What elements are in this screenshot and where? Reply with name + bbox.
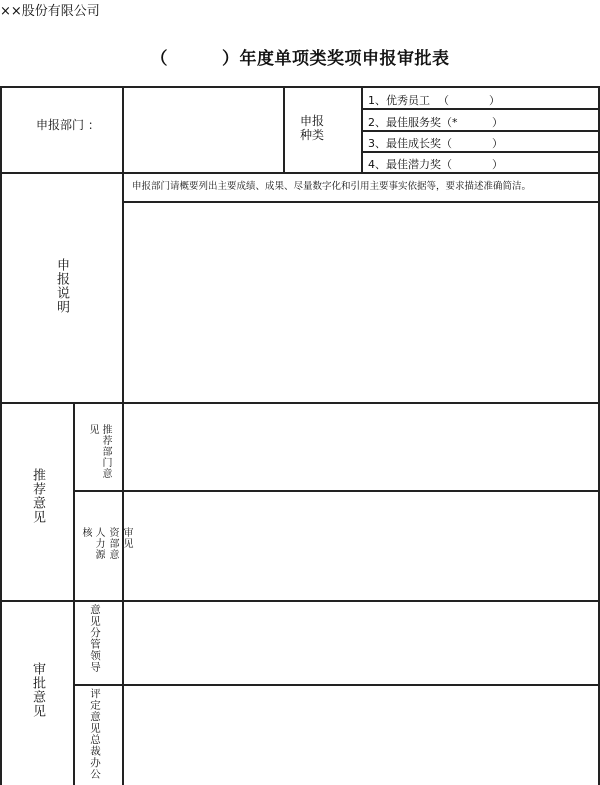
award-option-1[interactable] [368, 92, 500, 108]
option-name: 优秀员工 [386, 94, 430, 107]
award-type-label [300, 114, 324, 142]
dept-label: 申报部门 ： [36, 118, 100, 132]
rec-dept-input[interactable] [124, 404, 598, 489]
option-open-paren: （ [441, 158, 452, 171]
title-open-paren: （ [150, 49, 168, 69]
option-line-3 [361, 151, 600, 153]
option-name: 最佳服务奖 [386, 116, 441, 129]
rec-hr-col-2: 资部意 [107, 527, 118, 560]
option-close-paren: ） [489, 94, 500, 107]
award-option-2[interactable] [368, 114, 503, 130]
option-mark: * [452, 116, 458, 129]
approval-mgr-label: 意见分管领导 [89, 604, 101, 673]
award-type-label-line-2: 种类 [300, 128, 325, 142]
rec-label: 推荐意见 [30, 468, 45, 524]
option-close-paren: ） [492, 116, 503, 129]
award-type-label-line-1: 申报 [300, 114, 325, 128]
title-text: ）年度单项类奖项申报审批表 [222, 49, 450, 69]
option-number: 3、 [368, 137, 386, 150]
col-line-left [0, 86, 2, 785]
option-open-paren: （ [441, 116, 452, 129]
award-option-3[interactable] [368, 135, 503, 151]
option-line-1 [361, 108, 600, 110]
rec-dept-label: 推荐部门意见 [87, 424, 111, 479]
option-open-paren: （ [441, 137, 452, 150]
desc-label: 申报说明 [54, 258, 69, 314]
approval-mgr-input[interactable] [124, 602, 598, 683]
approval-ceo-label: 评定意见总裁办公 [89, 688, 101, 780]
form-title [0, 44, 600, 69]
desc-input[interactable] [124, 203, 598, 401]
approval-ceo-input[interactable] [124, 686, 598, 785]
option-number: 2、 [368, 116, 386, 129]
col-line-sub [73, 402, 75, 785]
company-name: ××股份有限公司 [0, 4, 100, 19]
option-name: 最佳潜力奖 [386, 158, 441, 171]
option-number: 4、 [368, 158, 386, 171]
option-close-paren: ） [492, 137, 503, 150]
row-line-1 [0, 172, 600, 174]
dept-input[interactable] [124, 88, 281, 170]
rec-hr-col-1: 人力源核 [80, 527, 104, 560]
desc-hint: 申报部门请概要列出主要成绩、成果、尽量数字化和引用主要事实依据等，要求描述准确简洁。 [132, 181, 532, 192]
col-line-type-left [283, 86, 285, 172]
row-line-top [0, 86, 600, 88]
col-line-type-right [361, 86, 363, 172]
approval-label: 审批意见 [30, 662, 45, 718]
option-close-paren: ） [492, 158, 503, 171]
option-name: 最佳成长奖 [386, 137, 441, 150]
option-open-paren: （ [438, 94, 449, 107]
rec-hr-col-3: 审见 [121, 527, 132, 549]
rec-hr-input[interactable] [124, 492, 598, 599]
option-number: 1、 [368, 94, 386, 107]
col-line-right [598, 86, 600, 785]
award-option-4[interactable] [368, 156, 503, 172]
option-line-2 [361, 130, 600, 132]
